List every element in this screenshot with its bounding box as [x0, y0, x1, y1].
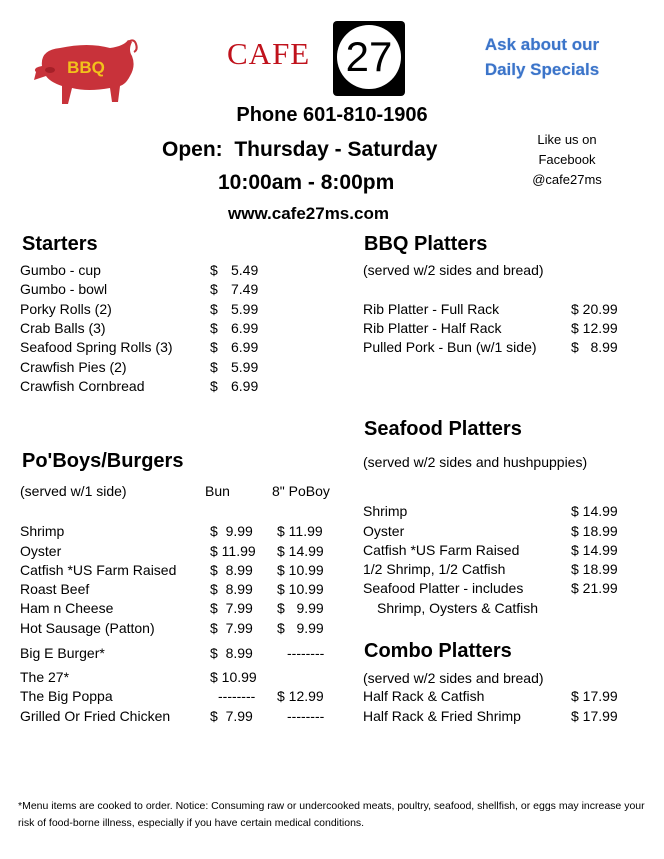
item-price: 5.99 [231, 301, 259, 317]
item-poboy-price: $ 12.99 [277, 688, 324, 704]
item-price: 5.49 [231, 262, 259, 278]
item-name: Oyster [363, 523, 405, 539]
item-price: 5.99 [231, 359, 259, 375]
item-poboy-price: $ 10.99 [277, 581, 324, 597]
item-name: Crawfish Pies (2) [20, 359, 127, 375]
item-poboy-price: $ 10.99 [277, 562, 324, 578]
col-poboy-header: 8" PoBoy [272, 483, 330, 499]
item-price: 6.99 [231, 320, 259, 336]
item-name: Crawfish Cornbread [20, 378, 145, 394]
daily-specials-note [468, 32, 616, 82]
cafe-title: CAFE [227, 36, 311, 71]
item-price: 6.99 [231, 339, 259, 355]
poboys-heading: Po'Boys/Burgers [22, 450, 184, 472]
item-price: $ 21.99 [571, 580, 618, 596]
item-name: Rib Platter - Full Rack [363, 301, 500, 317]
item-name: Grilled Or Fried Chicken [20, 708, 171, 724]
item-bun-price: $ 7.99 [210, 708, 253, 724]
item-poboy-price: $ 9.99 [277, 600, 324, 616]
ask-line-2: Daily Specials [484, 60, 600, 79]
item-dollar: $ [210, 281, 218, 297]
item-poboy-price: -------- [287, 645, 325, 661]
item-dollar: $ [210, 359, 218, 375]
facebook-line-2: Facebook [538, 152, 596, 167]
item-bun-price: $ 9.99 [210, 523, 253, 539]
pig-icon [28, 36, 140, 108]
item-price: $ 18.99 [571, 561, 618, 577]
item-name: Gumbo - bowl [20, 281, 108, 297]
col-bun-header: Bun [205, 483, 230, 499]
item-poboy-price: -------- [287, 708, 325, 724]
item-name: Pulled Pork - Bun (w/1 side) [363, 339, 537, 355]
item-poboy-price: $ 11.99 [277, 523, 323, 539]
item-name: Half Rack & Catfish [363, 688, 485, 704]
facebook-note [518, 130, 616, 190]
item-name: Seafood Platter - includes [363, 580, 524, 596]
item-name: Porky Rolls (2) [20, 301, 112, 317]
item-bun-price: $ 10.99 [210, 669, 257, 685]
item-bun-price: $ 7.99 [210, 620, 253, 636]
facebook-line-3: @cafe27ms [532, 172, 602, 187]
item-bun-price: -------- [218, 688, 256, 704]
item-name: Shrimp [363, 503, 408, 519]
open-hours: 10:00am - 8:00pm [218, 171, 395, 194]
bbq-subtitle: (served w/2 sides and bread) [363, 262, 544, 278]
seafood-platter-note: Shrimp, Oysters & Catfish [377, 600, 539, 616]
bbq-heading: BBQ Platters [364, 233, 488, 255]
combo-heading: Combo Platters [364, 640, 512, 662]
item-name: The 27* [20, 669, 70, 685]
item-name: Roast Beef [20, 581, 90, 597]
starters-heading: Starters [22, 233, 98, 255]
phone-number: Phone 601-810-1906 [236, 104, 428, 126]
seafood-heading: Seafood Platters [364, 418, 522, 440]
item-dollar: $ [210, 378, 218, 394]
item-dollar: $ [210, 320, 218, 336]
item-name: Half Rack & Fried Shrimp [363, 708, 521, 724]
website: www.cafe27ms.com [228, 204, 389, 223]
item-bun-price: $ 11.99 [210, 543, 256, 559]
item-poboy-price: $ 14.99 [277, 543, 324, 559]
item-bun-price: $ 8.99 [210, 562, 253, 578]
item-name: Shrimp [20, 523, 65, 539]
item-price: $ 8.99 [571, 339, 618, 355]
poboys-subtitle: (served w/1 side) [20, 483, 127, 499]
item-price: $ 17.99 [571, 688, 618, 704]
item-name: Catfish *US Farm Raised [363, 542, 520, 558]
ask-line-1: Ask about our [484, 35, 600, 54]
facebook-line-1: Like us on [537, 132, 597, 147]
seafood-subtitle: (served w/2 sides and hushpuppies) [363, 454, 588, 470]
item-name: Hot Sausage (Patton) [20, 620, 155, 636]
open-days: Open: Thursday - Saturday [162, 138, 438, 161]
item-name: Oyster [20, 543, 62, 559]
item-price: $ 17.99 [571, 708, 618, 724]
item-bun-price: $ 8.99 [210, 645, 253, 661]
item-dollar: $ [210, 301, 218, 317]
item-price: $ 12.99 [571, 320, 618, 336]
route-number: 27 [337, 25, 401, 89]
item-price: $ 18.99 [571, 523, 618, 539]
bbq-pig-logo [28, 36, 140, 108]
item-bun-price: $ 7.99 [210, 600, 253, 616]
route-27-sign [333, 21, 405, 96]
food-safety-notice: *Menu items are cooked to order. Notice: Consuming raw or undercooked meats, poultry, seafood, shellfish, or eggs may increase your risk of food-borne illness, especially if you have certain medical conditions. [18, 800, 645, 829]
item-dollar: $ [210, 262, 218, 278]
svg-text:BBQ: BBQ [67, 58, 105, 77]
item-price: 6.99 [231, 378, 259, 394]
item-name: Seafood Spring Rolls (3) [20, 339, 173, 355]
item-dollar: $ [210, 339, 218, 355]
combo-subtitle: (served w/2 sides and bread) [363, 670, 544, 686]
item-name: Big E Burger* [20, 645, 105, 661]
item-bun-price: $ 8.99 [210, 581, 253, 597]
item-name: Catfish *US Farm Raised [20, 562, 177, 578]
item-price: 7.49 [231, 281, 259, 297]
item-name: The Big Poppa [20, 688, 113, 704]
item-poboy-price: $ 9.99 [277, 620, 324, 636]
item-name: Ham n Cheese [20, 600, 114, 616]
item-price: $ 20.99 [571, 301, 618, 317]
item-price: $ 14.99 [571, 542, 618, 558]
item-name: Crab Balls (3) [20, 320, 106, 336]
item-name: 1/2 Shrimp, 1/2 Catfish [363, 561, 506, 577]
item-name: Gumbo - cup [20, 262, 101, 278]
item-name: Rib Platter - Half Rack [363, 320, 502, 336]
item-price: $ 14.99 [571, 503, 618, 519]
